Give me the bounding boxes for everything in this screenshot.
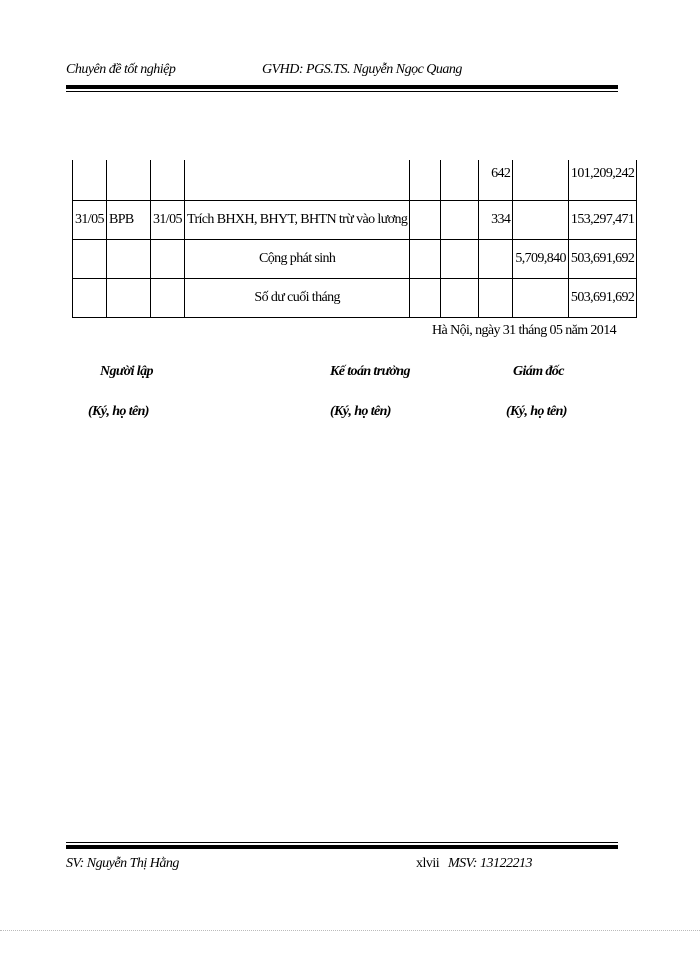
- cell-empty: [410, 201, 441, 240]
- footer-rule-thick: [66, 845, 618, 849]
- header-title: Chuyên đề tốt nghiệp: [66, 62, 176, 77]
- cell-code: [107, 160, 151, 201]
- cell-debit: 5,709,840: [513, 240, 569, 279]
- cell-empty: [410, 240, 441, 279]
- cell-account: [479, 240, 513, 279]
- footer-rule-thin: [66, 842, 618, 843]
- table-row: [73, 240, 637, 279]
- cell-debit: [513, 279, 569, 318]
- cell-date: [73, 160, 107, 201]
- cell-empty: [441, 201, 479, 240]
- page-header: [66, 62, 618, 82]
- cell-date2: 31/05: [151, 201, 185, 240]
- footer-msv: MSV: 13122213: [448, 856, 532, 871]
- cell-credit: 101,209,242: [568, 160, 636, 201]
- cell-debit: [513, 201, 569, 240]
- cell-description: Cộng phát sinh: [185, 240, 410, 279]
- cell-empty: [441, 160, 479, 201]
- signature-chief-accountant-note: (Ký, họ tên): [330, 404, 391, 419]
- cell-date2: [151, 160, 185, 201]
- table-row: [73, 160, 637, 201]
- page-bottom-divider: [0, 930, 700, 931]
- header-rule-thin: [66, 91, 618, 92]
- cell-credit: 153,297,471: [568, 201, 636, 240]
- cell-description: Số dư cuối tháng: [185, 279, 410, 318]
- header-advisor: GVHD: PGS.TS. Nguyễn Ngọc Quang: [262, 62, 462, 77]
- cell-date2: [151, 279, 185, 318]
- cell-credit: 503,691,692: [568, 240, 636, 279]
- cell-empty: [441, 279, 479, 318]
- signature-director-note: (Ký, họ tên): [506, 404, 567, 419]
- cell-empty: [441, 240, 479, 279]
- cell-description: [185, 160, 410, 201]
- cell-description: Trích BHXH, BHYT, BHTN trừ vào lương: [185, 201, 410, 240]
- signature-director-title: Giám đốc: [513, 364, 564, 379]
- cell-code: [107, 279, 151, 318]
- signature-preparer-note: (Ký, họ tên): [88, 404, 149, 419]
- footer-student: SV: Nguyễn Thị Hằng: [66, 856, 179, 871]
- footer-page-number: xlvii: [416, 856, 440, 871]
- cell-credit: 503,691,692: [568, 279, 636, 318]
- ledger-table: [72, 160, 637, 318]
- cell-account: [479, 279, 513, 318]
- table-row: [73, 279, 637, 318]
- cell-code: BPB: [107, 201, 151, 240]
- cell-date: [73, 279, 107, 318]
- cell-account: 334: [479, 201, 513, 240]
- header-rule-thick: [66, 85, 618, 89]
- cell-date: [73, 240, 107, 279]
- cell-code: [107, 240, 151, 279]
- cell-debit: [513, 160, 569, 201]
- cell-account: 642: [479, 160, 513, 201]
- cell-date2: [151, 240, 185, 279]
- signature-chief-accountant-title: Kế toán trưởng: [330, 364, 410, 379]
- cell-date: 31/05: [73, 201, 107, 240]
- date-line: Hà Nội, ngày 31 tháng 05 năm 2014: [432, 323, 616, 338]
- cell-empty: [410, 279, 441, 318]
- table-row: [73, 201, 637, 240]
- signature-preparer-title: Người lập: [100, 364, 153, 379]
- cell-empty: [410, 160, 441, 201]
